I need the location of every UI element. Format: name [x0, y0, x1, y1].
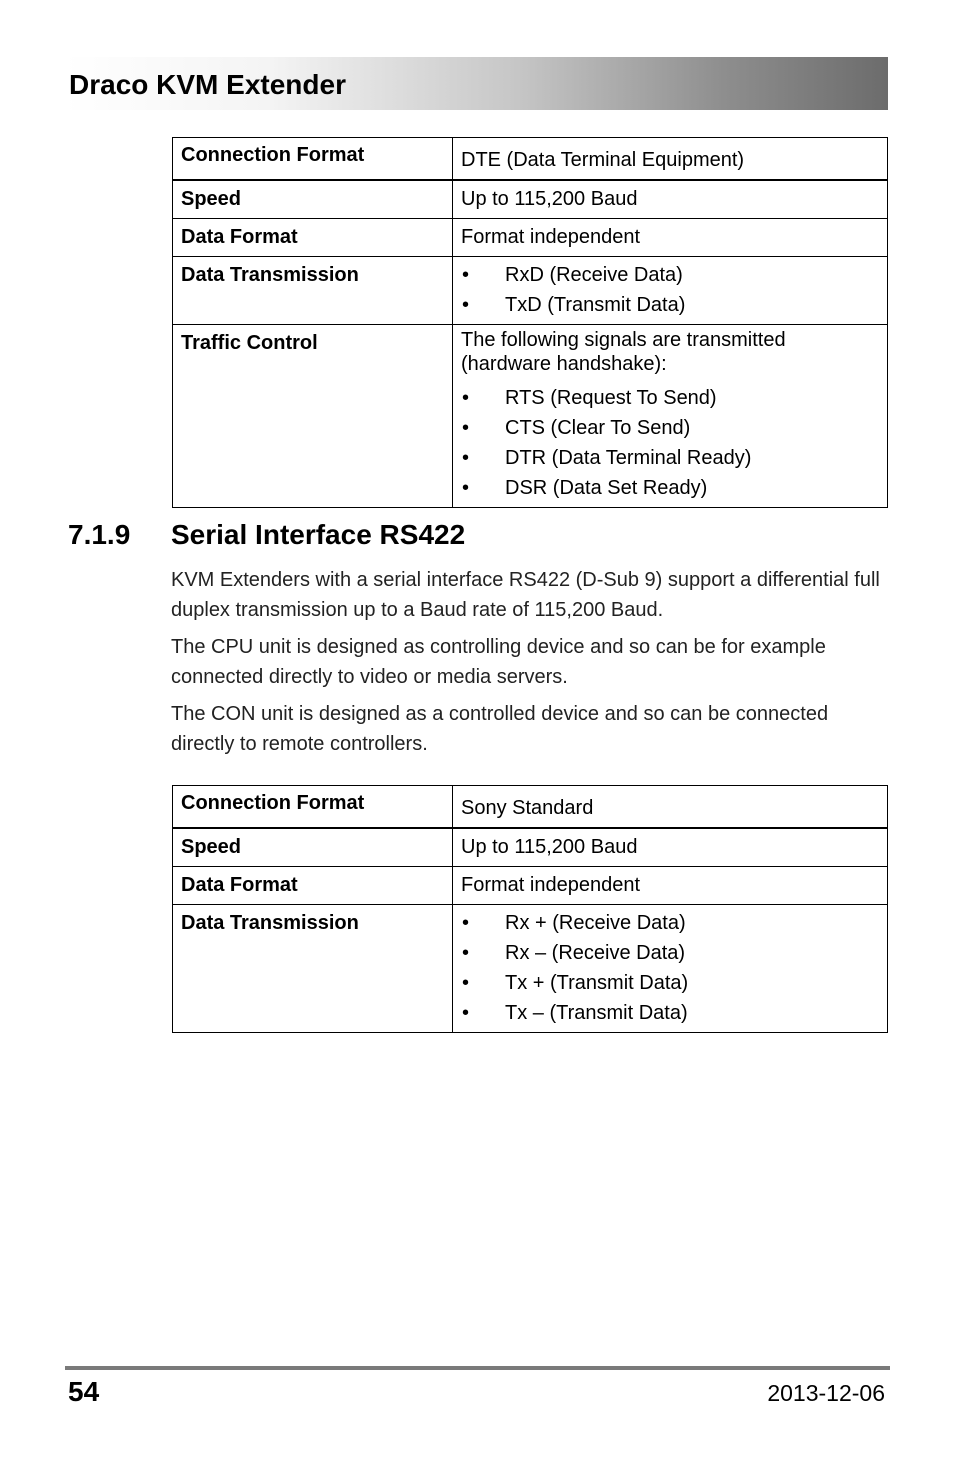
list-item: [461, 383, 879, 413]
bullet-icon: •: [462, 264, 470, 286]
document-date: 2013-12-06: [767, 1380, 885, 1406]
spec-key: Connection Format: [173, 786, 453, 829]
spec-bullet-list: [453, 257, 888, 325]
spec-value: Up to 115,200 Baud: [453, 828, 888, 867]
list-item-text: CTS (Clear To Send): [505, 417, 691, 439]
bullet-icon: •: [462, 942, 470, 964]
list-item: [461, 260, 879, 290]
list-item-text: RTS (Request To Send): [505, 387, 717, 409]
document-title: Draco KVM Extender: [69, 69, 346, 100]
spec-key: Data Transmission: [173, 257, 453, 325]
bullet-icon: •: [462, 912, 470, 934]
table-row: [173, 786, 888, 829]
section-title: Serial Interface RS422: [171, 519, 466, 550]
bullet-icon: •: [462, 387, 470, 409]
spec-value: DTE (Data Terminal Equipment): [453, 138, 888, 181]
bullet-icon: •: [462, 294, 470, 316]
spec-value: Format independent: [453, 867, 888, 905]
page-number: 54: [68, 1376, 100, 1407]
spec-key: Data Transmission: [173, 905, 453, 1033]
spec-key: Data Format: [173, 219, 453, 257]
list-item: [461, 413, 879, 443]
spec-key: Speed: [173, 828, 453, 867]
footer-divider: [65, 1366, 890, 1370]
table-row: [173, 138, 888, 181]
table-row: [173, 828, 888, 867]
list-item-text: TxD (Transmit Data): [505, 294, 686, 316]
bullet-icon: •: [462, 417, 470, 439]
list-item-text: Rx – (Receive Data): [505, 942, 686, 964]
section-number: 7.1.9: [68, 519, 131, 550]
list-item-text: RxD (Receive Data): [505, 264, 683, 286]
spec-value: Sony Standard: [453, 786, 888, 829]
table-row: [173, 325, 888, 508]
body-paragraph: KVM Extenders with a serial interface RS422 (D-Sub 9) support a differential full duplex transmission up to a Baud rate of 115,200 Baud.: [171, 569, 880, 621]
spec-key: Traffic Control: [173, 325, 453, 508]
body-paragraph: The CPU unit is designed as controlling device and so can be for example connected directly to video or media servers.: [171, 636, 826, 688]
spec-value: Up to 115,200 Baud: [453, 180, 888, 219]
bullet-icon: •: [462, 447, 470, 469]
list-item: [461, 908, 879, 938]
list-item-text: Rx + (Receive Data): [505, 912, 686, 934]
bullet-icon: •: [462, 1002, 470, 1024]
spec-bullet-list: [453, 325, 888, 508]
bullet-icon: •: [462, 477, 470, 499]
table-row: [173, 257, 888, 325]
spec-key: Connection Format: [173, 138, 453, 181]
table-row: [173, 219, 888, 257]
list-item-text: DTR (Data Terminal Ready): [505, 447, 752, 469]
table-row: [173, 867, 888, 905]
spec-value: Format independent: [453, 219, 888, 257]
spec-intro-text: The following signals are transmitted (hardware handshake):: [461, 329, 786, 375]
list-item: [461, 938, 879, 968]
list-item: [461, 473, 879, 503]
body-paragraph: The CON unit is designed as a controlled device and so can be connected directly to remote controllers.: [171, 703, 829, 755]
table-row: [173, 905, 888, 1033]
list-item-text: Tx – (Transmit Data): [505, 1002, 688, 1024]
spec-bullet-list: [453, 905, 888, 1033]
list-item-text: Tx + (Transmit Data): [505, 972, 689, 994]
rs422-spec-table: [172, 785, 888, 1033]
bullet-icon: •: [462, 972, 470, 994]
table-row: [173, 180, 888, 219]
header-bar: [65, 57, 888, 110]
rs232-spec-table: [172, 137, 888, 508]
list-item: [461, 968, 879, 998]
spec-key: Data Format: [173, 867, 453, 905]
list-item: [461, 998, 879, 1028]
spec-key: Speed: [173, 180, 453, 219]
list-item-text: DSR (Data Set Ready): [505, 477, 708, 499]
list-item: [461, 290, 879, 320]
list-item: [461, 443, 879, 473]
